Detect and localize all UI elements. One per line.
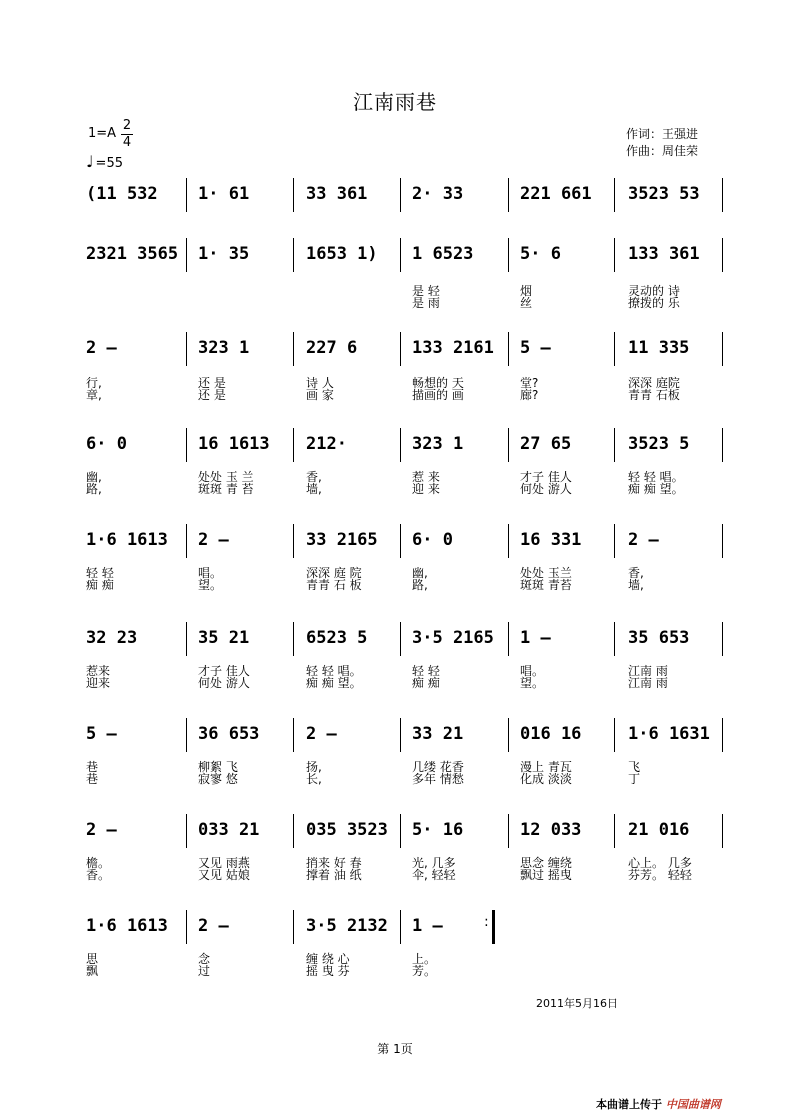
- tempo-marking: [86, 152, 123, 171]
- lyric: 檐。: [86, 856, 111, 870]
- lyric: 痴 痴 望。: [628, 482, 684, 496]
- barline: [722, 524, 723, 558]
- measure: 32 23: [86, 628, 138, 648]
- lyric: 光, 几多: [412, 856, 456, 870]
- lyric: 墙,: [306, 482, 322, 496]
- lyric: 丝: [520, 296, 533, 310]
- lyric: 香,: [628, 566, 644, 580]
- barline: [614, 428, 615, 462]
- lyric: 斑斑 青苔: [520, 578, 572, 592]
- barline: [722, 332, 723, 366]
- lyric: 芳。: [412, 964, 437, 978]
- lyric: 迎来: [86, 676, 111, 690]
- barline: [400, 178, 401, 212]
- lyric: 撩拨的 乐: [628, 296, 680, 310]
- lyric: 还 是: [198, 388, 226, 402]
- lyric: 念: [198, 952, 211, 966]
- lyric: 又见 雨燕: [198, 856, 250, 870]
- measure: 12 033: [520, 820, 582, 840]
- lyric: 才子 佳人: [198, 664, 250, 678]
- measure: 2 —: [198, 530, 229, 550]
- barline: [722, 622, 723, 656]
- lyric: 扬,: [306, 760, 322, 774]
- lyric: 寂寥 悠: [198, 772, 238, 786]
- measure: 5 —: [86, 724, 117, 744]
- barline: [293, 718, 294, 752]
- barline: [508, 718, 509, 752]
- measure: 227 6: [306, 338, 358, 358]
- lyric: 巷: [86, 760, 99, 774]
- measure: 6· 0: [412, 530, 453, 550]
- time-signature: [120, 118, 134, 151]
- measure: 3·5 2132: [306, 916, 388, 936]
- barline: [186, 428, 187, 462]
- lyric: 斑斑 青 苔: [198, 482, 254, 496]
- barline: [293, 332, 294, 366]
- lyric: 处处 玉 兰: [198, 470, 254, 484]
- barline: [614, 178, 615, 212]
- notes-line: [80, 428, 726, 462]
- lyric: 迎 来: [412, 482, 440, 496]
- score-row: [80, 718, 726, 786]
- final-barline: [492, 910, 495, 944]
- lyric: 幽,: [412, 566, 428, 580]
- lyric: 青青 石 板: [306, 578, 362, 592]
- barline: [508, 238, 509, 272]
- measure: 035 3523: [306, 820, 388, 840]
- measure: 016 16: [520, 724, 582, 744]
- barline: [400, 910, 401, 944]
- lyric: 思念 缠绕: [520, 856, 572, 870]
- lyric: 路,: [412, 578, 428, 592]
- lyric: 还 是: [198, 376, 226, 390]
- page-number: 第 1页: [377, 1042, 413, 1056]
- measure: 2· 33: [412, 184, 464, 204]
- measure: 2 —: [86, 820, 117, 840]
- measure: 6· 0: [86, 434, 127, 454]
- barline: [400, 718, 401, 752]
- measure: 323 1: [198, 338, 250, 358]
- measure: 3523 53: [628, 184, 700, 204]
- lyric: 上。: [412, 952, 437, 966]
- barline: [293, 814, 294, 848]
- barline: [293, 428, 294, 462]
- measure: 1·6 1631: [628, 724, 710, 744]
- notes-line: [80, 718, 726, 752]
- footer-text: 本曲谱上传于: [596, 1098, 662, 1111]
- lyric: 轻 轻: [86, 566, 114, 580]
- lyric: 撑着 油 纸: [306, 868, 362, 882]
- barline: [400, 524, 401, 558]
- credits: [626, 126, 698, 160]
- barline: [186, 622, 187, 656]
- measure: 1·6 1613: [86, 916, 168, 936]
- lyric: 望。: [198, 578, 223, 592]
- barline: [508, 428, 509, 462]
- measure: 5 —: [520, 338, 551, 358]
- barline: [614, 238, 615, 272]
- notes-line: [80, 332, 726, 366]
- barline: [186, 178, 187, 212]
- barline: [508, 814, 509, 848]
- lyric: 望。: [520, 676, 545, 690]
- lyric: 章,: [86, 388, 102, 402]
- lyric: 画 家: [306, 388, 334, 402]
- barline: [722, 238, 723, 272]
- lyric: 深深 庭 院: [306, 566, 362, 580]
- repeat-dots: :: [484, 914, 489, 930]
- lyric: 多年 情愁: [412, 772, 464, 786]
- score-row: [80, 238, 726, 310]
- barline: [400, 622, 401, 656]
- lyric: 轻 轻 唱。: [306, 664, 362, 678]
- lyric: 思: [86, 952, 99, 966]
- lyric: 心上。 几多: [628, 856, 692, 870]
- song-title: 江南雨巷: [353, 90, 437, 114]
- measure: 1 —: [412, 916, 443, 936]
- lyric: 江南 雨: [628, 676, 668, 690]
- lyric: 何处 游人: [198, 676, 250, 690]
- barline: [186, 524, 187, 558]
- lyric: 丁: [628, 772, 641, 786]
- measure: 1 —: [520, 628, 551, 648]
- lyric: 行,: [86, 376, 102, 390]
- measure: 35 21: [198, 628, 250, 648]
- measure: 1· 61: [198, 184, 250, 204]
- lyric: 轻 轻: [412, 664, 440, 678]
- lyric: 墙,: [628, 578, 644, 592]
- lyric: 才子 佳人: [520, 470, 572, 484]
- barline: [400, 814, 401, 848]
- measure: 221 661: [520, 184, 592, 204]
- lyric: 过: [198, 964, 211, 978]
- barline: [722, 718, 723, 752]
- lyric: 是 雨: [412, 296, 440, 310]
- lyric: 是 轻: [412, 284, 440, 298]
- measure: 35 653: [628, 628, 690, 648]
- barline: [293, 622, 294, 656]
- lyric: 长,: [306, 772, 322, 786]
- lyric: 化成 淡淡: [520, 772, 572, 786]
- measure: 2 —: [628, 530, 659, 550]
- lyric: 畅想的 天: [412, 376, 464, 390]
- score-row: [80, 622, 726, 690]
- lyric: 漫上 青瓦: [520, 760, 572, 774]
- lyric: 惹 来: [412, 470, 440, 484]
- measure: 2 —: [86, 338, 117, 358]
- tempo-value: =55: [95, 156, 123, 171]
- notes-line: [80, 238, 726, 272]
- lyric: 诗 人: [306, 376, 334, 390]
- barline: [186, 238, 187, 272]
- lyric: 轻 轻 唱。: [628, 470, 684, 484]
- time-signature-bottom: 4: [122, 135, 132, 150]
- barline: [400, 332, 401, 366]
- measure: 3523 5: [628, 434, 690, 454]
- lyric: 路,: [86, 482, 102, 496]
- lyric: 幽,: [86, 470, 102, 484]
- barline: [293, 524, 294, 558]
- notes-line: [80, 814, 726, 848]
- barline: [293, 238, 294, 272]
- lyric: 巷: [86, 772, 99, 786]
- barline: [186, 910, 187, 944]
- composer-credit: 作曲：周佳荣: [626, 144, 699, 158]
- measure: 16 1613: [198, 434, 270, 454]
- lyric: 何处 游人: [520, 482, 572, 496]
- site-logo: 中国曲谱网: [665, 1098, 721, 1111]
- score-row: [80, 524, 726, 592]
- lyric: 处处 玉兰: [520, 566, 572, 580]
- barline: [508, 622, 509, 656]
- barline: [614, 332, 615, 366]
- measure: 33 2165: [306, 530, 378, 550]
- measure: 3·5 2165: [412, 628, 494, 648]
- measure: 36 653: [198, 724, 260, 744]
- measure: 6523 5: [306, 628, 368, 648]
- lyric: 飘过 摇曳: [520, 868, 572, 882]
- measure: 27 65: [520, 434, 572, 454]
- upload-footer: [596, 1096, 721, 1112]
- barline: [186, 814, 187, 848]
- measure: 1 6523: [412, 244, 474, 264]
- barline: [186, 718, 187, 752]
- measure: 5· 6: [520, 244, 561, 264]
- measure: 133 361: [628, 244, 700, 264]
- barline: [722, 178, 723, 212]
- measure: 1653 1): [306, 244, 378, 264]
- lyric: 唱。: [198, 566, 223, 580]
- lyric: 飞: [628, 760, 641, 774]
- measure: 212·: [306, 434, 347, 454]
- lyric: 香,: [306, 470, 322, 484]
- barline: [293, 178, 294, 212]
- barline: [614, 814, 615, 848]
- lyric: 飘: [86, 964, 99, 978]
- measure: 16 331: [520, 530, 582, 550]
- barline: [400, 428, 401, 462]
- measure: 5· 16: [412, 820, 464, 840]
- barline: [508, 178, 509, 212]
- lyric: 又见 姑娘: [198, 868, 250, 882]
- lyric: 深深 庭院: [628, 376, 680, 390]
- lyric: 灵动的 诗: [628, 284, 680, 298]
- lyric: 惹来: [86, 664, 111, 678]
- measure: 1·6 1613: [86, 530, 168, 550]
- lyric: 缠 绕 心: [306, 952, 350, 966]
- score-row: [80, 814, 726, 882]
- quarter-note-icon: ♩: [86, 152, 94, 171]
- score-row: [80, 910, 726, 978]
- lyric: 唱。: [520, 664, 545, 678]
- lyric: 摇 曳 芬: [306, 964, 350, 978]
- measure: 2321 3565: [86, 244, 179, 264]
- lyric: 烟: [520, 284, 533, 298]
- lyric: 柳絮 飞: [198, 760, 238, 774]
- lyric: 捎来 好 春: [306, 856, 362, 870]
- notes-line: [80, 622, 726, 656]
- barline: [508, 332, 509, 366]
- time-signature-top: 2: [122, 118, 132, 133]
- measure: 2 —: [306, 724, 337, 744]
- barline: [293, 910, 294, 944]
- measure: 323 1: [412, 434, 464, 454]
- barline: [400, 238, 401, 272]
- measure: 11 335: [628, 338, 690, 358]
- barline: [722, 814, 723, 848]
- lyric: 痴 痴: [412, 676, 440, 690]
- score-row: [80, 428, 726, 496]
- score-row: [80, 178, 726, 212]
- notes-line: [80, 524, 726, 558]
- measure: 033 21: [198, 820, 260, 840]
- barline: [614, 622, 615, 656]
- measure: 1· 35: [198, 244, 250, 264]
- measure: 33 21: [412, 724, 464, 744]
- lyric: 青青 石板: [628, 388, 680, 402]
- lyricist-credit: 作词：王强进: [626, 127, 699, 141]
- barline: [186, 332, 187, 366]
- key-signature: 1=A: [88, 126, 117, 141]
- notes-line: [80, 910, 726, 944]
- lyric: 痴 痴: [86, 578, 114, 592]
- lyric: 江南 雨: [628, 664, 668, 678]
- measure: 33 361: [306, 184, 368, 204]
- lyric: 几缕 花香: [412, 760, 464, 774]
- date: 2011年5月16日: [536, 997, 618, 1010]
- barline: [722, 428, 723, 462]
- lyric: 芬芳。 轻轻: [628, 868, 692, 882]
- measure: 133 2161: [412, 338, 494, 358]
- barline: [614, 718, 615, 752]
- lyric: 描画的 画: [412, 388, 464, 402]
- score-row: [80, 332, 726, 402]
- measure: 21 016: [628, 820, 690, 840]
- measure: (11 532: [86, 184, 158, 204]
- lyric: 香。: [86, 868, 111, 882]
- barline: [508, 524, 509, 558]
- lyric: 廊?: [520, 388, 539, 402]
- lyric: 堂?: [520, 376, 539, 390]
- notes-line: [80, 178, 726, 212]
- measure: 2 —: [198, 916, 229, 936]
- barline: [614, 524, 615, 558]
- lyric: 痴 痴 望。: [306, 676, 362, 690]
- lyric: 伞, 轻轻: [412, 868, 456, 882]
